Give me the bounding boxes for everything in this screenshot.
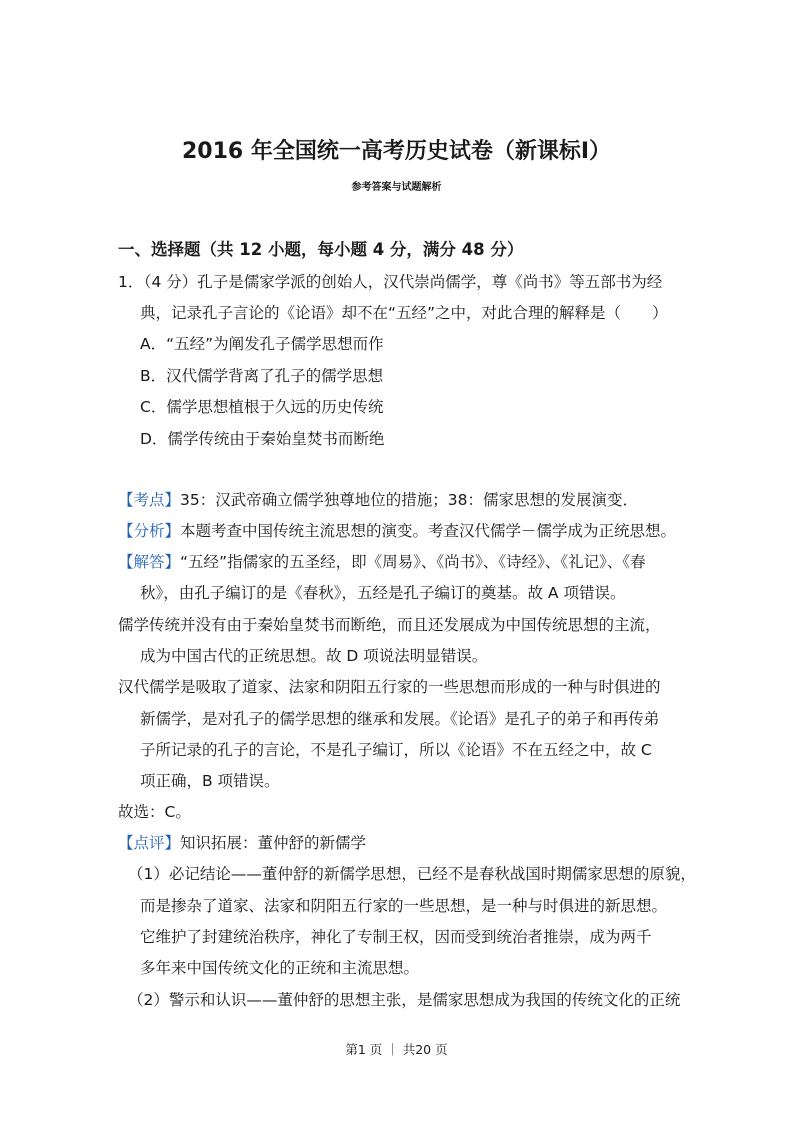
note-line: 多年来中国传统文化的正统和主流思想。 xyxy=(140,959,420,977)
fenxi-text: 本题考查中国传统主流思想的演变。考查汉代儒学－儒学成为正统思想。 xyxy=(180,522,677,540)
answer-choice: 故选：C。 xyxy=(118,803,191,821)
question-stem-line: 典，记录孔子言论的《论语》却不在“五经”之中，对此合理的解释是（ ） xyxy=(140,304,668,322)
note-line: （1）必记结论——董仲舒的新儒学思想，已经不是春秋战国时期儒家思想的原貌， xyxy=(128,865,696,883)
jieda-line xyxy=(118,550,646,572)
kaodian-tag: 【考点】 xyxy=(118,491,181,509)
jieda-text: “五经”指儒家的五圣经，即《周易》、《尚书》、《诗经》、《礼记》、《春 xyxy=(180,553,646,571)
dianping-text: 知识拓展：董仲舒的新儒学 xyxy=(180,834,367,852)
kaodian-line xyxy=(118,488,638,510)
paragraph-line: 新儒学，是对孔子的儒学思想的继承和发展。《论语》是孔子的弟子和再传弟 xyxy=(140,710,660,728)
option-c: C．儒学思想植根于久远的历史传统 xyxy=(140,398,384,416)
page-subtitle: 参考答案与试题解析 xyxy=(351,182,442,193)
page-title: 2016 年全国统一高考历史试卷（新课标Ⅰ） xyxy=(181,139,612,164)
dianping-line xyxy=(118,831,366,853)
paragraph-line: 子所记录的孔子的言论，不是孔子编订，所以《论语》不在五经之中，故 C xyxy=(140,741,652,759)
dianping-tag: 【点评】 xyxy=(118,834,181,852)
note-line: 它维护了封建统治秩序，神化了专制王权，因而受到统治者推崇，成为两千 xyxy=(140,928,652,946)
jieda-line-2: 秋》，由孔子编订的是《春秋》，五经是孔子编订的奠基。故 A 项错误。 xyxy=(140,584,626,602)
kaodian-text: 35：汉武帝确立儒学独尊地位的措施；38：儒家思想的发展演变． xyxy=(180,491,638,509)
option-b: B．汉代儒学背离了孔子的儒学思想 xyxy=(140,367,384,385)
paragraph-line: 儒学传统并没有由于秦始皇焚书而断绝，而且还发展成为中国传统思想的主流， xyxy=(118,616,661,634)
question-stem-line: （4 分）孔子是儒家学派的创始人，汉代崇尚儒学，尊《尚书》等五部书为经 xyxy=(136,273,663,291)
paragraph-line: 项正确，B 项错误。 xyxy=(140,772,280,790)
paragraph-line: 汉代儒学是吸取了道家、法家和阴阳五行家的一些思想而形成的一种与时俱进的 xyxy=(118,678,661,696)
fenxi-line xyxy=(118,519,676,541)
note-line: 而是掺杂了道家、法家和阴阳五行家的一些思想，是一种与时俱进的新思想。 xyxy=(140,897,668,915)
jieda-tag: 【解答】 xyxy=(118,553,181,571)
question-number: 1． xyxy=(118,273,144,291)
note-line: （2）警示和认识——董仲舒的思想主张，是儒家思想成为我国的传统文化的正统 xyxy=(128,991,681,1009)
page-footer: 第1 页 ｜ 共20 页 xyxy=(345,1042,448,1057)
fenxi-tag: 【分析】 xyxy=(118,522,181,540)
option-a: A．“五经”为阐发孔子儒学思想而作 xyxy=(140,335,384,353)
section-heading: 一、选择题（共 12 小题，每小题 4 分，满分 48 分） xyxy=(118,240,524,259)
paragraph-line: 成为中国古代的正统思想。故 D 项说法明显错误。 xyxy=(140,647,488,665)
option-d: D．儒学传统由于秦始皇焚书而断绝 xyxy=(140,430,385,448)
